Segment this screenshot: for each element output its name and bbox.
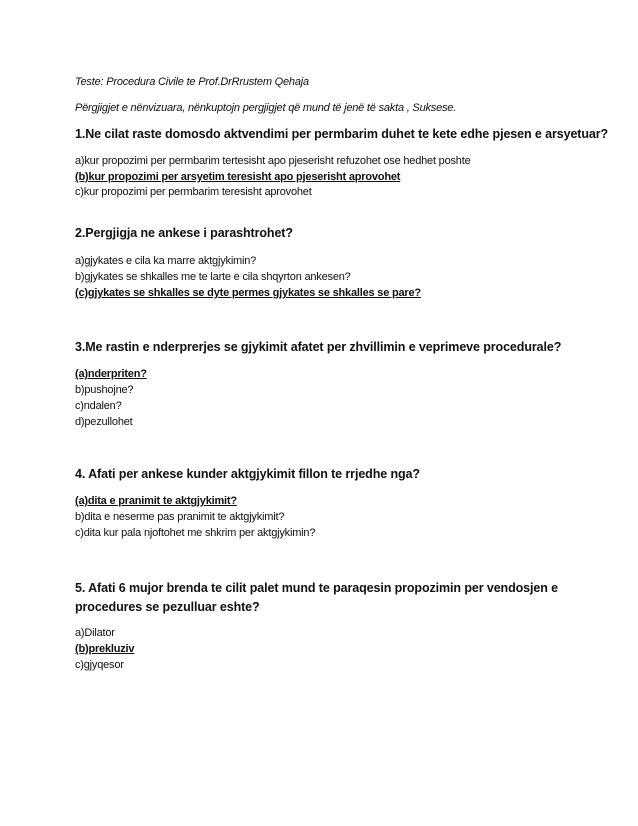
question-5-line-1: 5. Afati 6 mujor brenda te cilit palet mund te paraqesin propozimin per vendosjen e [75, 581, 558, 595]
question-5-line-2: procedures se pezulluar eshte? [75, 600, 260, 614]
question-5-option-c: c)gjyqesor [75, 659, 124, 671]
question-4-option-c: c)dita kur pala njoftohet me shkrim per aktgjykimin? [75, 527, 316, 539]
question-3: 3.Me rastin e nderprerjes se gjykimit afatet per zhvillimin e veprimeve procedurale? [75, 340, 562, 354]
question-2: 2.Pergjigja ne ankese i parashtrohet? [75, 226, 293, 240]
instructions-text: Përgjigjet e nënvizuara, nënkuptojn pergjigjet që mund të jenë të sakta , Suksese. [75, 102, 457, 114]
question-1-option-a: a)kur propozimi per permbarim tertesisht apo pjeserisht refuzohet ose hedhet poshte [75, 155, 471, 167]
question-3-option-b: b)pushojne? [75, 384, 134, 396]
question-3-option-a-correct: (a)nderpriten? [75, 368, 147, 380]
question-5-option-a: a)Dilator [75, 627, 115, 639]
question-3-option-d: d)pezullohet [75, 416, 133, 428]
question-4-option-a-correct: (a)dita e pranimit te aktgjykimit? [75, 495, 237, 507]
question-5-option-b-correct: (b)prekluziv [75, 643, 135, 655]
question-4-option-b: b)dita e neserme pas pranimit te aktgjykimit? [75, 511, 285, 523]
question-1: 1.Ne cilat raste domosdo aktvendimi per permbarim duhet te kete edhe pjesen e arsyetuar? [75, 127, 609, 141]
question-2-option-b: b)gjykates se shkalles me te larte e cila shqyrton ankesen? [75, 271, 351, 283]
question-2-option-a: a)gjykates e cila ka marre aktgjykimin? [75, 255, 257, 267]
question-1-option-b-correct: (b)kur propozimi per arsyetim teresisht apo pjeserisht aprovohet [75, 171, 401, 183]
question-2-option-c-correct: (c)gjykates se shkalles se dyte permes gjykates se shkalles se pare? [75, 287, 421, 299]
document-title: Teste: Procedura Civile te Prof.DrRrustem Qehaja [75, 76, 309, 88]
question-1-option-c: c)kur propozimi per permbarim teresisht aprovohet [75, 186, 312, 198]
question-3-option-c: c)ndalen? [75, 400, 122, 412]
question-4: 4. Afati per ankese kunder aktgjykimit fillon te rrjedhe nga? [75, 467, 420, 481]
